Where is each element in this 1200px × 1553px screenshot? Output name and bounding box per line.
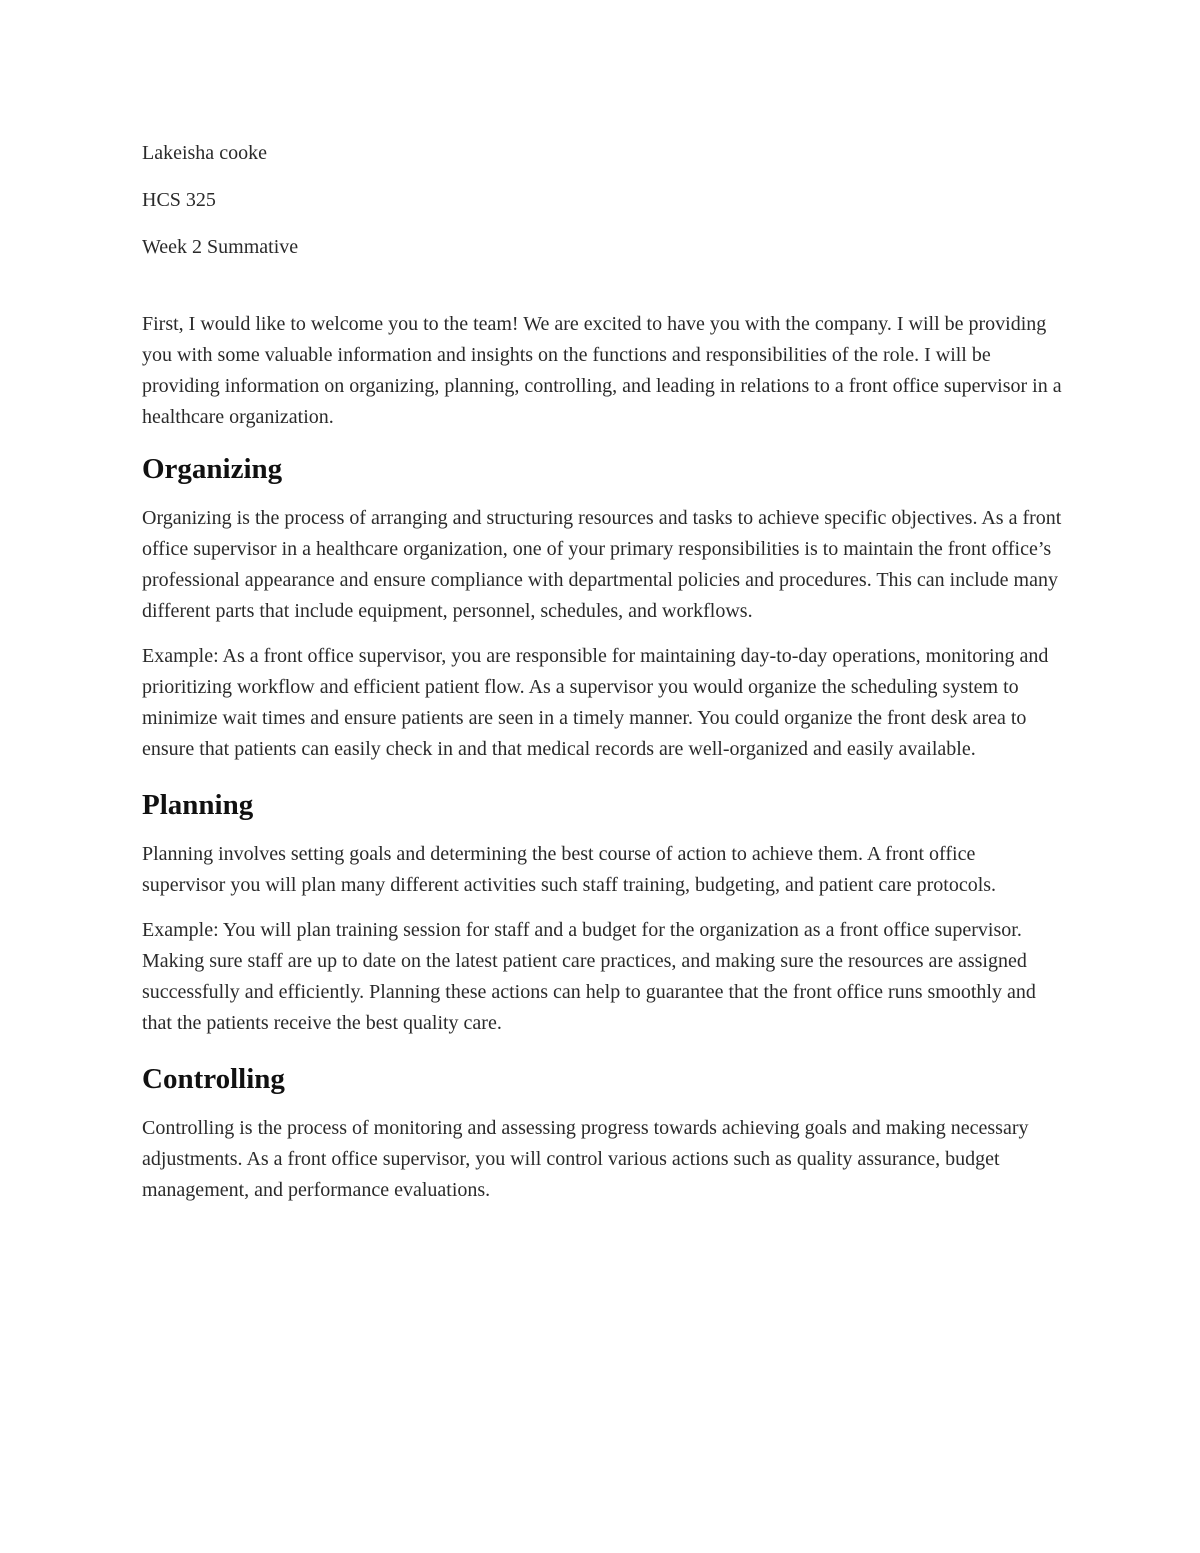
intro-paragraph: First, I would like to welcome you to the team! We are excited to have you with the company. I will be providing you with some valuable information and insights on the functions and responsibilities of the role. I will be providing information on organizing, planning, controlling, and leading in relations to a front office supervisor in a healthcare organization. (142, 313, 1062, 428)
author-name: Lakeisha cooke (142, 142, 267, 164)
planning-example-paragraph: Example: You will plan training session for staff and a budget for the organization as a front office supervisor. Making sure staff are up to date on the latest patient care practices, and making sure the resources are assigned successfully and efficiently. Planning these actions can help to guarantee that the front office runs smoothly and that the patients receive the best quality care. (142, 919, 1036, 1034)
section-heading-organizing: Organizing (142, 453, 283, 485)
document-page (142, 138, 1062, 1220)
organizing-example-paragraph: Example: As a front office supervisor, you are responsible for maintaining day-to-day operations, monitoring and prioritizing workflow and efficient patient flow. As a supervisor you would organize the scheduling system to minimize wait times and ensure patients are seen in a timely manner. You could organize the front desk area to ensure that patients can easily check in and that medical records are well-organized and easily available. (142, 645, 1049, 760)
planning-paragraph: Planning involves setting goals and determining the best course of action to achieve them. A front office supervisor you will plan many different activities such staff training, budgeting, and patient care protocols. (142, 843, 997, 896)
controlling-paragraph: Controlling is the process of monitoring and assessing progress towards achieving goals and making necessary adjustments. As a front office supervisor, you will control various actions such as quality assurance, budget management, and performance evaluations. (142, 1117, 1029, 1201)
course-code: HCS 325 (142, 189, 216, 211)
section-heading-planning: Planning (142, 789, 254, 821)
document-header (142, 138, 1062, 263)
organizing-paragraph: Organizing is the process of arranging and structuring resources and tasks to achieve specific objectives. As a front office supervisor in a healthcare organization, one of your primary responsibilities is to maintain the front office’s professional appearance and ensure compliance with departmental policies and procedures. This can include many different parts that include equipment, personnel, schedules, and workflows. (142, 507, 1062, 622)
section-heading-controlling: Controlling (142, 1063, 285, 1095)
assignment-title: Week 2 Summative (142, 236, 299, 258)
